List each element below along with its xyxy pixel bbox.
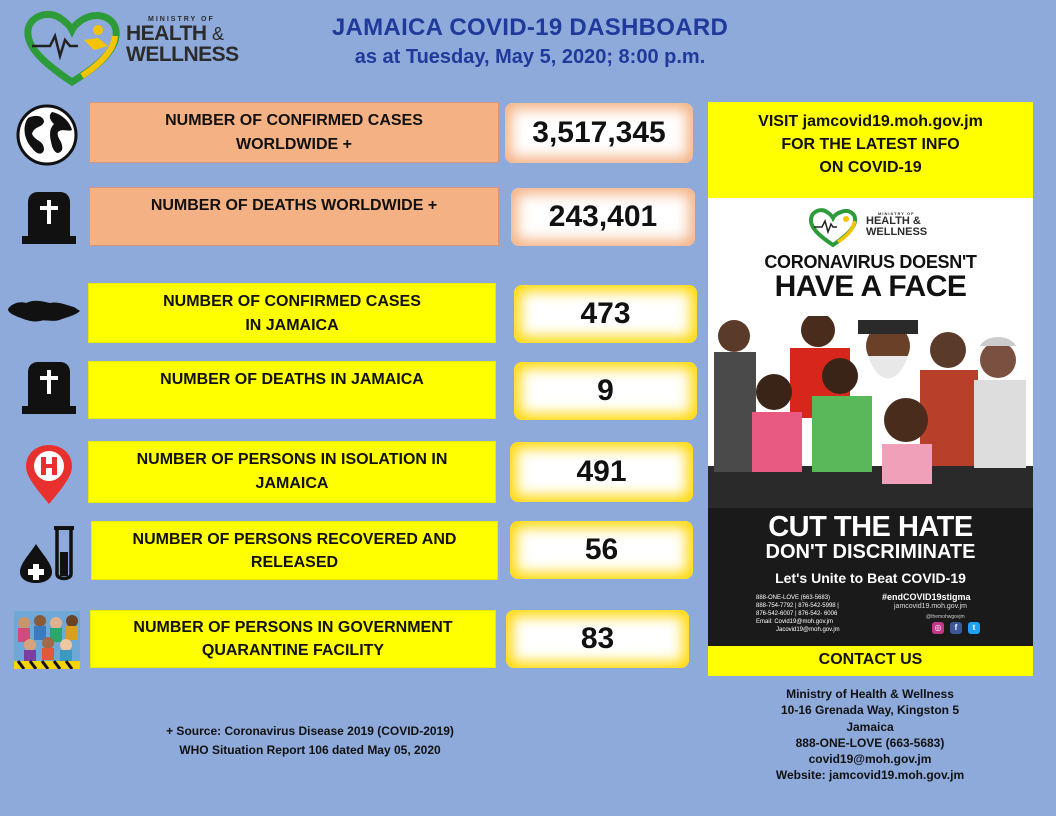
poster-phone: 888-754-7792 | 876-542-5998 |	[756, 603, 839, 610]
source-line: + Source: Coronavirus Disease 2019 (COVID-2019)	[166, 724, 454, 738]
poster-headline-2: HAVE A FACE	[774, 270, 967, 303]
page-subtitle: as at Tuesday, May 5, 2020; 8:00 p.m.	[354, 46, 706, 68]
contact-line: covid19@moh.gov.jm	[808, 752, 932, 767]
stat-value-confirmed-jamaica: 473	[514, 285, 697, 343]
dashboard-header	[300, 14, 760, 69]
jamaica-map-icon	[6, 295, 82, 325]
logo-ministry-of: MINISTRY OF	[148, 16, 215, 23]
poster-headline-1: CORONAVIRUS DOESN'T	[764, 252, 977, 272]
visit-line-1: VISIT jamcovid19.moh.gov.jm	[758, 113, 983, 130]
stat-label-line: JAMAICA	[255, 475, 329, 492]
logo-ampersand: &	[211, 24, 224, 44]
logo-wordmark	[126, 16, 239, 65]
hospital-pin-icon	[24, 444, 74, 506]
poster-email: Covid19@moh.gov.jm	[774, 619, 834, 626]
anti-stigma-poster	[708, 198, 1033, 646]
poster-email: Jacovid19@moh.gov.jm	[776, 627, 840, 634]
poster-unite-slogan: Let's Unite to Beat COVID-19	[775, 570, 966, 586]
stat-value-quarantine: 83	[506, 610, 689, 668]
poster-email-label: Email:	[756, 619, 773, 626]
poster-logo-ministry-of: MINISTRY OF	[878, 211, 915, 216]
poster-logo-wordmark	[866, 212, 927, 238]
stat-label-line: WORLDWIDE +	[236, 136, 352, 153]
source-note	[130, 722, 490, 760]
poster-phone: 888-ONE-LOVE (663-5683)	[756, 595, 831, 601]
stat-label-line: QUARANTINE FACILITY	[201, 642, 385, 660]
quarantine-people-icon	[14, 611, 80, 669]
contact-us-header: CONTACT US	[708, 646, 1033, 676]
stat-label-line: RELEASED	[250, 554, 339, 572]
stat-value-recovered: 56	[510, 521, 693, 579]
stat-label-line: NUMBER OF DEATHS WORLDWIDE +	[150, 197, 438, 214]
people-group-illustration	[708, 316, 1033, 508]
contact-line: Jamaica	[846, 719, 894, 734]
stat-label-isolation-jamaica	[88, 441, 496, 503]
poster-logo-wellness: WELLNESS	[866, 226, 928, 238]
poster-cut-the-hate: CUT THE HATE	[768, 511, 973, 543]
stat-label-confirmed-worldwide	[89, 102, 499, 163]
stat-value-isolation-jamaica: 491	[510, 442, 693, 502]
ministry-logo	[22, 10, 262, 88]
source-line: WHO Situation Report 106 dated May 05, 2020	[179, 743, 441, 757]
stat-value-deaths-jamaica: 9	[514, 362, 697, 420]
stat-label-line: NUMBER OF PERSONS IN ISOLATION IN	[136, 451, 448, 468]
facebook-icon: f	[950, 622, 962, 634]
poster-hashtag: #endCOVID19stigma	[882, 592, 971, 602]
contact-info	[740, 686, 1000, 784]
visit-line-2: FOR THE LATEST INFO	[781, 136, 960, 154]
poster-phone: 876-542-6007 | 876-542- 6006	[756, 611, 838, 618]
visit-website-box	[708, 102, 1033, 198]
stat-label-line: IN JAMAICA	[245, 317, 339, 334]
contact-line: Website: jamcovid19.moh.gov.jm	[775, 768, 965, 783]
heart-logo-icon	[22, 10, 122, 86]
stat-value-deaths-worldwide: 243,401	[511, 188, 695, 246]
poster-social-handle: @themohwgovjm	[926, 614, 965, 620]
stat-label-line: NUMBER OF DEATHS IN JAMAICA	[160, 371, 424, 388]
stat-label-quarantine	[90, 610, 496, 668]
stat-label-recovered	[91, 521, 498, 580]
poster-logo-ampersand: &	[912, 215, 921, 227]
stat-label-deaths-jamaica	[88, 361, 496, 419]
tombstone-icon	[22, 362, 76, 414]
stat-label-confirmed-jamaica	[88, 283, 496, 343]
tombstone-icon	[22, 192, 76, 244]
stat-label-line: NUMBER OF CONFIRMED CASES	[163, 293, 421, 310]
visit-line-3: ON COVID-19	[819, 159, 922, 177]
poster-phone-list	[756, 594, 840, 634]
logo-wellness: WELLNESS	[126, 43, 239, 66]
poster-url: jamcovid19.moh.gov.jm	[894, 603, 968, 610]
globe-icon	[14, 104, 80, 166]
instagram-icon: ◎	[932, 622, 944, 634]
logo-health: HEALTH	[126, 22, 207, 45]
stat-label-line: NUMBER OF PERSONS RECOVERED AND	[132, 531, 457, 548]
stat-label-line: NUMBER OF PERSONS IN GOVERNMENT	[133, 619, 453, 636]
contact-line: Ministry of Health & Wellness	[786, 687, 954, 701]
contact-line: 888-ONE-LOVE (663-5683)	[795, 735, 945, 750]
blood-test-icon	[18, 524, 76, 584]
contact-line: 10-16 Grenada Way, Kingston 5	[780, 703, 960, 718]
twitter-icon: t	[968, 622, 980, 634]
stat-label-line: NUMBER OF CONFIRMED CASES	[165, 112, 423, 129]
poster-logo-health: HEALTH	[866, 215, 910, 227]
stat-label-deaths-worldwide	[89, 187, 499, 246]
poster-dont-discriminate: DON'T DISCRIMINATE	[765, 541, 976, 563]
stat-value-confirmed-worldwide: 3,517,345	[505, 103, 693, 163]
page-title: JAMAICA COVID-19 DASHBOARD	[331, 14, 729, 41]
